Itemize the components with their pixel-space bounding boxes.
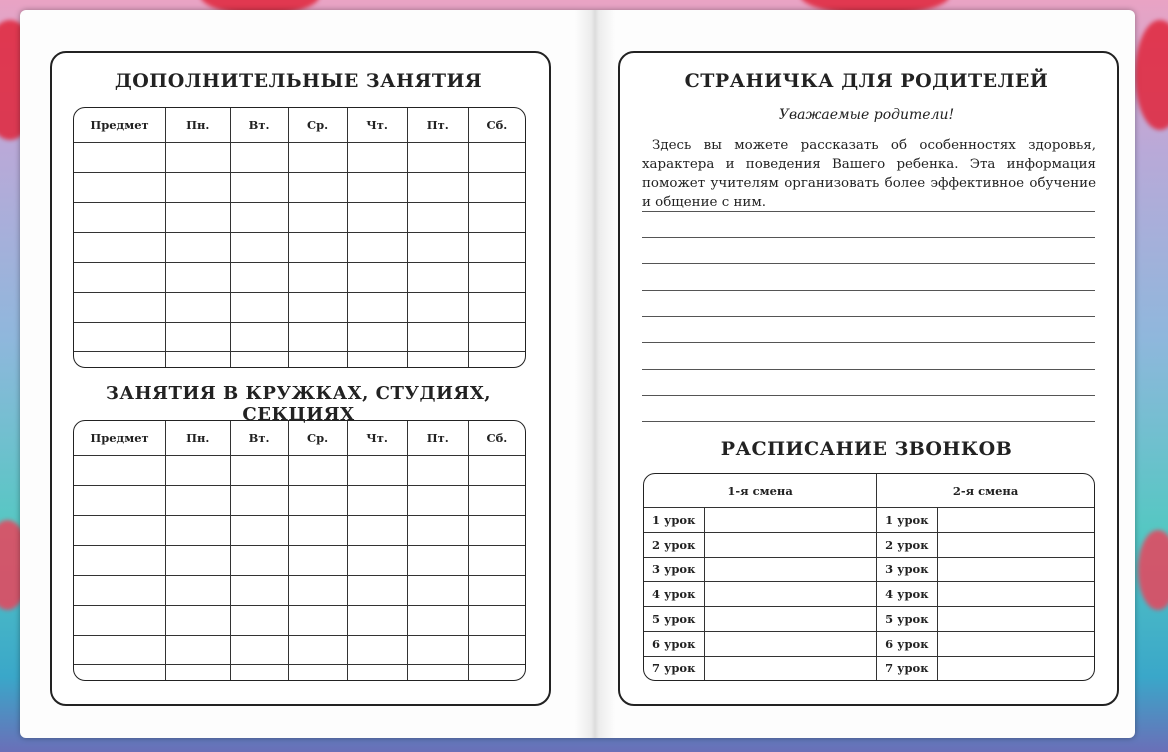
table-row bbox=[74, 635, 525, 665]
extra-lessons-title: ДОПОЛНИТЕЛЬНЫЕ ЗАНЯТИЯ bbox=[114, 70, 483, 92]
table-row bbox=[74, 545, 525, 575]
shift-1-header: 1-я смена bbox=[644, 474, 877, 508]
col-tue: Вт. bbox=[230, 108, 288, 143]
table-row bbox=[74, 262, 525, 292]
table-row bbox=[74, 485, 525, 515]
table-row bbox=[644, 508, 1094, 533]
lesson-label: 2 урок bbox=[877, 532, 938, 557]
extra-lessons-table bbox=[73, 107, 526, 368]
lesson-label: 2 урок bbox=[644, 532, 705, 557]
lesson-label: 3 урок bbox=[877, 557, 938, 582]
col-sat: Сб. bbox=[468, 421, 525, 456]
lesson-label: 5 урок bbox=[644, 607, 705, 632]
col-thu: Чт. bbox=[347, 108, 407, 143]
writing-line bbox=[642, 395, 1095, 396]
table-row bbox=[74, 515, 525, 545]
writing-line bbox=[642, 211, 1095, 212]
writing-line bbox=[642, 369, 1095, 370]
writing-line bbox=[642, 290, 1095, 291]
cover-decoration bbox=[1138, 530, 1168, 610]
table-row bbox=[74, 352, 525, 367]
table-row bbox=[74, 232, 525, 262]
table-row bbox=[644, 607, 1094, 632]
table-row bbox=[74, 172, 525, 202]
parents-page-title: СТРАНИЧКА ДЛЯ РОДИТЕЛЕЙ bbox=[684, 70, 1049, 92]
table-row bbox=[74, 292, 525, 322]
cover-decoration bbox=[1135, 20, 1168, 130]
table-row bbox=[644, 557, 1094, 582]
col-mon: Пн. bbox=[166, 108, 231, 143]
lesson-label: 3 урок bbox=[644, 557, 705, 582]
writing-line bbox=[642, 316, 1095, 317]
table-row bbox=[74, 665, 525, 680]
lesson-label: 7 урок bbox=[877, 656, 938, 680]
table-row bbox=[74, 143, 525, 173]
lesson-label: 5 урок bbox=[877, 607, 938, 632]
lesson-label: 1 урок bbox=[877, 508, 938, 533]
shift-2-header: 2-я смена bbox=[877, 474, 1094, 508]
lesson-label: 6 урок bbox=[877, 631, 938, 656]
col-sat: Сб. bbox=[468, 108, 525, 143]
col-wed: Ср. bbox=[288, 421, 347, 456]
book-gutter bbox=[575, 10, 615, 738]
writing-line bbox=[642, 342, 1095, 343]
table-row bbox=[74, 322, 525, 352]
col-mon: Пн. bbox=[166, 421, 231, 456]
table-row bbox=[644, 656, 1094, 680]
table-row bbox=[74, 202, 525, 232]
clubs-title: ЗАНЯТИЯ В КРУЖКАХ, СТУДИЯХ, СЕКЦИЯХ bbox=[105, 383, 492, 425]
writing-line bbox=[642, 237, 1095, 238]
parents-greeting: Уважаемые родители! bbox=[778, 107, 955, 123]
col-tue: Вт. bbox=[230, 421, 288, 456]
table-row bbox=[74, 575, 525, 605]
bell-schedule-title: РАСПИСАНИЕ ЗВОНКОВ bbox=[720, 438, 1013, 460]
clubs-table bbox=[73, 420, 526, 681]
bell-schedule-table bbox=[643, 473, 1095, 681]
writing-line bbox=[642, 263, 1095, 264]
table-row bbox=[644, 631, 1094, 656]
table-row bbox=[644, 532, 1094, 557]
col-subject: Предмет bbox=[74, 421, 166, 456]
writing-line bbox=[642, 421, 1095, 422]
table-row bbox=[644, 582, 1094, 607]
table-row bbox=[74, 605, 525, 635]
lesson-label: 4 урок bbox=[877, 582, 938, 607]
col-fri: Пт. bbox=[407, 421, 468, 456]
lesson-label: 4 урок bbox=[644, 582, 705, 607]
col-thu: Чт. bbox=[347, 421, 407, 456]
lesson-label: 6 урок bbox=[644, 631, 705, 656]
col-wed: Ср. bbox=[288, 108, 347, 143]
lesson-label: 7 урок bbox=[644, 656, 705, 680]
lesson-label: 1 урок bbox=[644, 508, 705, 533]
parents-instructions: Здесь вы можете рассказать об особенностях здоровья, характера и поведения Вашего ребенка. Эта информация поможет учителям организовать более эффективное обучение и общение с ним. bbox=[642, 138, 1096, 210]
col-subject: Предмет bbox=[74, 108, 166, 143]
col-fri: Пт. bbox=[407, 108, 468, 143]
table-row bbox=[74, 456, 525, 486]
